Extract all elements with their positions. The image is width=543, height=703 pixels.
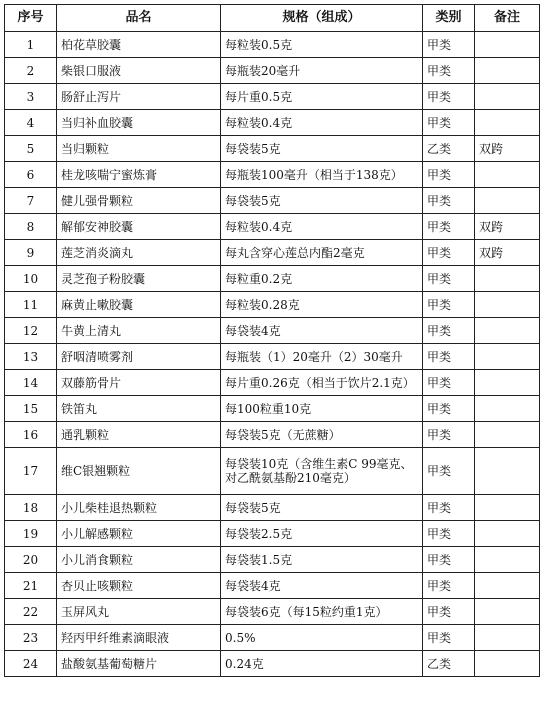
table-row: [5, 292, 540, 318]
drug-note: [475, 344, 540, 370]
drug-spec: 每粒装0.4克: [221, 214, 423, 240]
drug-note: [475, 396, 540, 422]
row-number: 13: [5, 344, 57, 370]
row-number: 8: [5, 214, 57, 240]
drug-note: [475, 188, 540, 214]
drug-note: [475, 58, 540, 84]
drug-note: [475, 292, 540, 318]
table-row: [5, 422, 540, 448]
table-row: [5, 370, 540, 396]
table-row: [5, 547, 540, 573]
drug-category: 甲类: [423, 110, 475, 136]
row-number: 21: [5, 573, 57, 599]
drug-note: [475, 547, 540, 573]
drug-spec: 每袋装5克（无蔗糖）: [221, 422, 423, 448]
row-number: 7: [5, 188, 57, 214]
drug-name: 小儿解感颗粒: [57, 521, 221, 547]
drug-spec: 每瓶装20毫升: [221, 58, 423, 84]
drug-name: 灵芝孢子粉胶囊: [57, 266, 221, 292]
row-number: 11: [5, 292, 57, 318]
drug-list-table: [4, 4, 540, 677]
drug-name: 肠舒止泻片: [57, 84, 221, 110]
row-number: 23: [5, 625, 57, 651]
table-row: [5, 110, 540, 136]
drug-spec: 每粒装0.4克: [221, 110, 423, 136]
row-number: 18: [5, 495, 57, 521]
row-number: 16: [5, 422, 57, 448]
drug-name: 桂龙咳喘宁蜜炼膏: [57, 162, 221, 188]
table-row: [5, 495, 540, 521]
table-row: [5, 84, 540, 110]
drug-name: 当归颗粒: [57, 136, 221, 162]
drug-note: [475, 32, 540, 58]
drug-spec: 每袋装5克: [221, 495, 423, 521]
drug-name: 牛黄上清丸: [57, 318, 221, 344]
drug-name: 舒咽清喷雾剂: [57, 344, 221, 370]
drug-spec: 每袋装1.5克: [221, 547, 423, 573]
table-row: [5, 136, 540, 162]
drug-category: 甲类: [423, 318, 475, 344]
drug-name: 玉屏风丸: [57, 599, 221, 625]
drug-note: 双跨: [475, 214, 540, 240]
drug-category: 甲类: [423, 625, 475, 651]
table-row: [5, 214, 540, 240]
header-category: 类别: [423, 5, 475, 32]
drug-category: 甲类: [423, 448, 475, 495]
drug-category: 甲类: [423, 32, 475, 58]
table-row: [5, 396, 540, 422]
drug-note: [475, 84, 540, 110]
drug-spec: 每袋装10克（含维生素C 99毫克、对乙酰氨基酚210毫克）: [221, 448, 423, 495]
drug-spec: 每粒装0.5克: [221, 32, 423, 58]
row-number: 1: [5, 32, 57, 58]
drug-note: [475, 651, 540, 677]
header-no: 序号: [5, 5, 57, 32]
row-number: 15: [5, 396, 57, 422]
table-row: [5, 318, 540, 344]
row-number: 22: [5, 599, 57, 625]
drug-category: 甲类: [423, 599, 475, 625]
drug-spec: 每袋装5克: [221, 188, 423, 214]
drug-name: 麻黄止嗽胶囊: [57, 292, 221, 318]
drug-note: [475, 573, 540, 599]
drug-name: 杏贝止咳颗粒: [57, 573, 221, 599]
drug-category: 甲类: [423, 58, 475, 84]
drug-spec: 每瓶装100毫升（相当于138克）: [221, 162, 423, 188]
drug-name: 羟丙甲纤维素滴眼液: [57, 625, 221, 651]
drug-note: [475, 266, 540, 292]
drug-note: [475, 625, 540, 651]
drug-name: 小儿消食颗粒: [57, 547, 221, 573]
drug-category: 甲类: [423, 396, 475, 422]
drug-spec: 每袋装6克（每15粒约重1克）: [221, 599, 423, 625]
drug-spec: 0.5%: [221, 625, 423, 651]
drug-name: 柏花草胶囊: [57, 32, 221, 58]
drug-name: 解郁安神胶囊: [57, 214, 221, 240]
drug-spec: 0.24克: [221, 651, 423, 677]
table-row: [5, 344, 540, 370]
drug-category: 甲类: [423, 266, 475, 292]
drug-note: [475, 318, 540, 344]
table-row: [5, 240, 540, 266]
drug-name: 通乳颗粒: [57, 422, 221, 448]
table-row: [5, 32, 540, 58]
drug-note: [475, 110, 540, 136]
drug-note: [475, 495, 540, 521]
header-row: [5, 5, 540, 32]
drug-note: 双跨: [475, 240, 540, 266]
row-number: 2: [5, 58, 57, 84]
drug-category: 甲类: [423, 495, 475, 521]
drug-spec: 每片重0.26克（相当于饮片2.1克）: [221, 370, 423, 396]
row-number: 12: [5, 318, 57, 344]
drug-category: 乙类: [423, 136, 475, 162]
row-number: 20: [5, 547, 57, 573]
drug-note: [475, 370, 540, 396]
drug-spec: 每袋装4克: [221, 318, 423, 344]
drug-category: 乙类: [423, 651, 475, 677]
drug-category: 甲类: [423, 370, 475, 396]
table-row: [5, 58, 540, 84]
table-row: [5, 599, 540, 625]
drug-category: 甲类: [423, 188, 475, 214]
drug-name: 双藤筋骨片: [57, 370, 221, 396]
table-row: [5, 573, 540, 599]
drug-name: 盐酸氨基葡萄糖片: [57, 651, 221, 677]
row-number: 4: [5, 110, 57, 136]
drug-category: 甲类: [423, 344, 475, 370]
header-note: 备注: [475, 5, 540, 32]
table-row: [5, 162, 540, 188]
row-number: 9: [5, 240, 57, 266]
drug-spec: 每袋装2.5克: [221, 521, 423, 547]
drug-category: 甲类: [423, 292, 475, 318]
drug-category: 甲类: [423, 162, 475, 188]
drug-name: 莲芝消炎滴丸: [57, 240, 221, 266]
drug-category: 甲类: [423, 422, 475, 448]
header-name: 品名: [57, 5, 221, 32]
drug-name: 当归补血胶囊: [57, 110, 221, 136]
drug-category: 甲类: [423, 214, 475, 240]
drug-note: [475, 599, 540, 625]
drug-category: 甲类: [423, 84, 475, 110]
row-number: 17: [5, 448, 57, 495]
drug-spec: 每粒装0.28克: [221, 292, 423, 318]
drug-spec: 每粒重0.2克: [221, 266, 423, 292]
drug-note: [475, 162, 540, 188]
row-number: 19: [5, 521, 57, 547]
row-number: 6: [5, 162, 57, 188]
drug-category: 甲类: [423, 521, 475, 547]
table-row: [5, 448, 540, 495]
table-row: [5, 188, 540, 214]
drug-spec: 每袋装5克: [221, 136, 423, 162]
drug-name: 小儿柴桂退热颗粒: [57, 495, 221, 521]
drug-spec: 每100粒重10克: [221, 396, 423, 422]
drug-note: [475, 422, 540, 448]
drug-note: [475, 521, 540, 547]
drug-category: 甲类: [423, 573, 475, 599]
row-number: 14: [5, 370, 57, 396]
table-row: [5, 625, 540, 651]
drug-spec: 每瓶装（1）20毫升（2）30毫升: [221, 344, 423, 370]
drug-name: 铁笛丸: [57, 396, 221, 422]
drug-spec: 每丸含穿心莲总内酯2毫克: [221, 240, 423, 266]
drug-name: 柴银口服液: [57, 58, 221, 84]
table-row: [5, 521, 540, 547]
drug-name: 健儿强骨颗粒: [57, 188, 221, 214]
drug-note: 双跨: [475, 136, 540, 162]
table-row: [5, 266, 540, 292]
drug-spec: 每袋装4克: [221, 573, 423, 599]
drug-note: [475, 448, 540, 495]
row-number: 5: [5, 136, 57, 162]
row-number: 3: [5, 84, 57, 110]
drug-category: 甲类: [423, 240, 475, 266]
drug-name: 维C银翘颗粒: [57, 448, 221, 495]
row-number: 24: [5, 651, 57, 677]
header-spec: 规格（组成）: [221, 5, 423, 32]
table-row: [5, 651, 540, 677]
drug-spec: 每片重0.5克: [221, 84, 423, 110]
row-number: 10: [5, 266, 57, 292]
drug-category: 甲类: [423, 547, 475, 573]
